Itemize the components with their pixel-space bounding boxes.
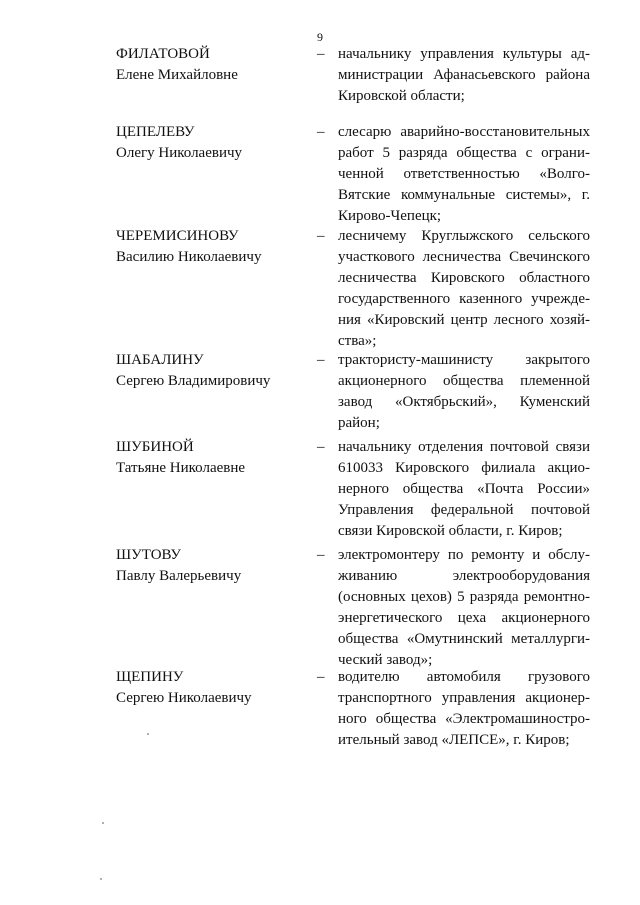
recipient-position: начальнику отделения почтовой связи 610033 Кировского филиала акционерного общества «Почта России» Управления федеральной почтовой связи Кировской области, г. Киров; [338, 439, 590, 539]
dash-separator: – [317, 228, 325, 244]
dash-separator: – [317, 439, 325, 455]
recipient-surname: ФИЛАТОВОЙ [116, 46, 210, 62]
dash-separator: – [317, 124, 325, 140]
recipient-name [116, 226, 306, 268]
recipient-name [116, 122, 306, 164]
recipient-name [116, 350, 306, 392]
recipient-position: электромонтеру по ремонту и обслуживанию электрооборудования (основных цехов) 5 разряда ремонтно-энергетического цеха акционерного общества «Омутнинский металлургический завод»; [338, 547, 590, 668]
recipient-name [116, 44, 306, 86]
recipient-name [116, 437, 306, 479]
recipient-position: водителю автомобиля грузового транспортного управления акционерного общества «Электромашиностроительный завод «ЛЕПСЕ», г. Киров; [338, 669, 590, 748]
recipient-given-name: Сергею Николаевичу [116, 690, 252, 706]
recipient-given-name: Сергею Владимировичу [116, 373, 271, 389]
recipient-given-name: Елене Михайловне [116, 67, 238, 83]
dash-separator: – [317, 547, 325, 563]
recipient-name [116, 545, 306, 587]
recipient-surname: ШАБАЛИНУ [116, 352, 204, 368]
recipient-position: трактористу-машинисту закрытого акционерного общества племенной завод «Октябрьский», Куменский район; [338, 352, 590, 431]
recipient-surname: ШУТОВУ [116, 547, 181, 563]
scan-speck [147, 733, 149, 735]
recipient-position: лесничему Круглыжского сельского участкового лесничества Свечинского лесничества Кировского областного государственного казенного учреждения «Кировский центр лесного хозяйства»; [338, 228, 590, 349]
scan-speck [100, 878, 102, 880]
recipient-position: слесарю аварийно-восстановительных работ 5 разряда общества с ограниченной ответственностью «Волго-Вятские коммунальные системы», г. Кирово-Чепецк; [338, 124, 590, 224]
recipient-position: начальнику управления культуры администрации Афанасьевского района Кировской области; [338, 46, 590, 104]
recipient-surname: ЦЕПЕЛЕВУ [116, 124, 195, 140]
recipient-surname: ЧЕРЕМИСИНОВУ [116, 228, 239, 244]
recipient-given-name: Василию Николаевичу [116, 249, 262, 265]
recipient-name [116, 667, 306, 709]
scan-speck [102, 822, 104, 824]
recipient-surname: ЩЕПИНУ [116, 669, 184, 685]
dash-separator: – [317, 352, 325, 368]
recipient-given-name: Павлу Валерьевичу [116, 568, 242, 584]
recipient-surname: ШУБИНОЙ [116, 439, 194, 455]
recipient-given-name: Олегу Николаевичу [116, 145, 243, 161]
dash-separator: – [317, 46, 325, 62]
recipient-given-name: Татьяне Николаевне [116, 460, 246, 476]
page-number: 9 [317, 30, 323, 44]
dash-separator: – [317, 669, 325, 685]
